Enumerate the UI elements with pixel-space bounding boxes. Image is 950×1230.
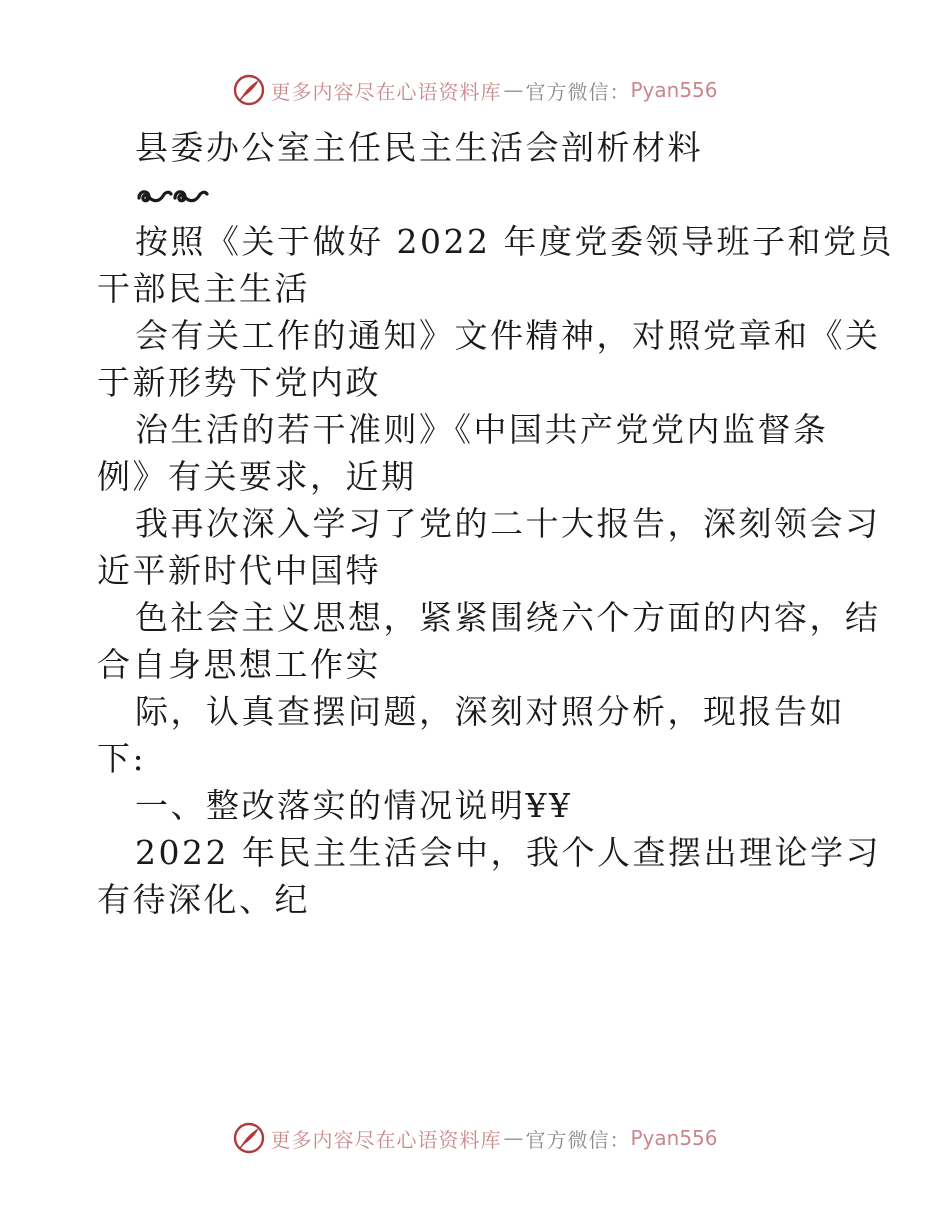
paragraph-line: 色社会主义思想，紧紧围绕六个方面的内容，结 [135, 598, 881, 637]
feather-circle-logo-icon [232, 73, 266, 107]
paragraph-line: 会有关工作的通知》文件精神，对照党章和《关 [135, 316, 881, 355]
section-heading: 一、整改落实的情况说明¥¥ [135, 786, 573, 825]
ornament-row [97, 171, 853, 218]
banner-wechat-id: Pyan556 [630, 78, 718, 102]
banner-separator: — [503, 78, 524, 102]
document-title: 县委办公室主任民主生活会剖析材料 [135, 128, 703, 167]
paragraph-line: 我再次深入学习了党的二十大报告，深刻领会习 [135, 504, 881, 543]
paragraph-line: 按照《关于做好 2022 年度党委领导班子和党员 [135, 222, 894, 261]
paragraph-line: 2022 年民主生活会中，我个人查摆出理论学习 [135, 833, 881, 872]
banner-wechat-id: Pyan556 [630, 1126, 718, 1150]
footer-banner [0, 1118, 950, 1158]
banner-separator: — [503, 1126, 524, 1150]
paragraph-line: 际，认真查摆问题，深刻对照分析，现报告如 [135, 692, 845, 731]
paragraph-line: 干部民主生活 [97, 269, 310, 308]
feather-circle-logo-icon [232, 1121, 266, 1155]
paragraph-line: 于新形势下党内政 [97, 363, 381, 402]
banner-text: 更多内容尽在心语资料库 [270, 1127, 502, 1152]
paragraph-line: 有待深化、纪 [97, 880, 310, 919]
paragraph-line: 合自身思想工作实 [97, 645, 381, 684]
banner-text: 更多内容尽在心语资料库 [270, 79, 502, 104]
paragraph-line: 近平新时代中国特 [97, 551, 381, 590]
swirl-ornament-icon [135, 182, 211, 208]
banner-official-label: 官方微信： [525, 1127, 631, 1152]
document-body [97, 124, 894, 923]
paragraph-line: 治生活的若干准则》《中国共产党党内监督条 [135, 410, 829, 449]
paragraph-line: 例》有关要求，近期 [97, 457, 417, 496]
banner-official-label: 官方微信： [525, 79, 631, 104]
header-banner [0, 70, 950, 110]
paragraph-line: 下: [97, 739, 147, 778]
